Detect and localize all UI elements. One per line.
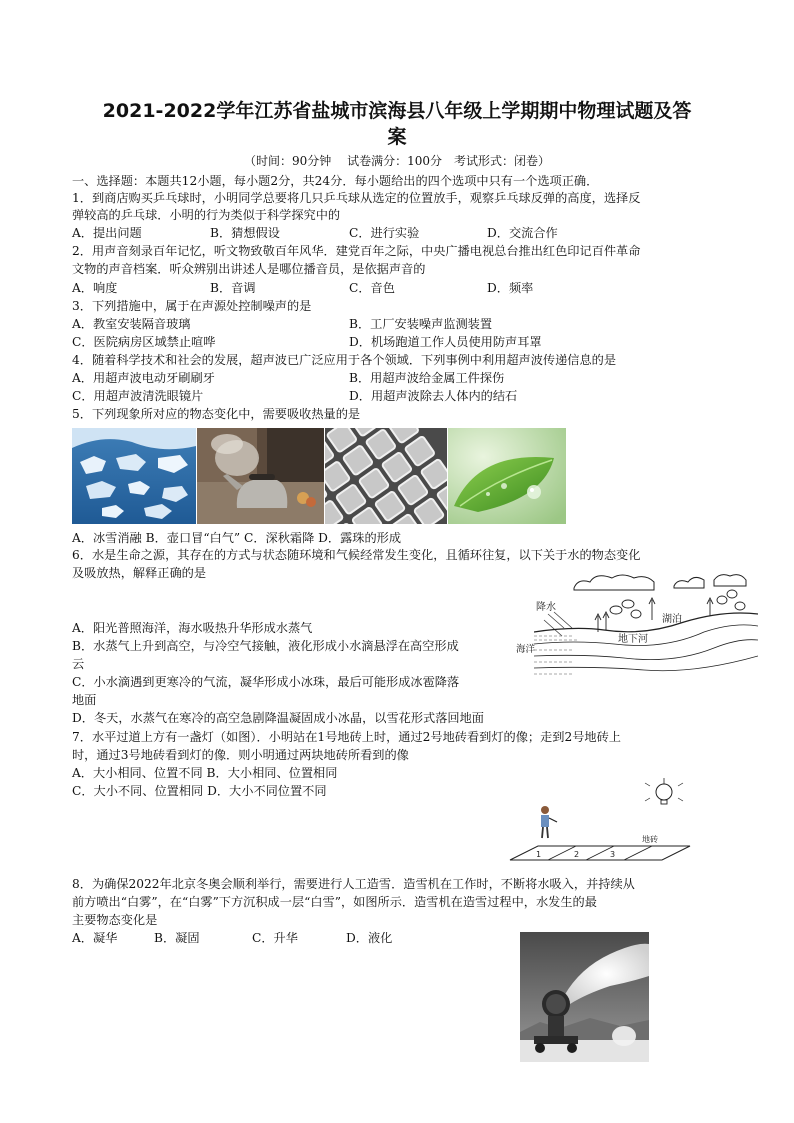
q3-option-b: B．工厂安装噪声监测装置 xyxy=(349,317,493,331)
q5-options: A．冰雪消融 B．壶口冒“白气” C．深秋霜降 D．露珠的形成 xyxy=(72,531,402,545)
title-line-2: 案 xyxy=(387,126,407,148)
q8-stem-line-3: 主要物态变化是 xyxy=(72,913,158,927)
q6-option-d: D．冬天，水蒸气在寒冷的高空急剧降温凝固成小冰晶，以雪花形式落回地面 xyxy=(72,711,484,725)
q4-option-b: B．用超声波给金属工件探伤 xyxy=(349,371,505,385)
tile-3-label: 3 xyxy=(610,850,616,859)
q2-option-c: C．音色 xyxy=(349,281,395,295)
q1-option-d: D．交流合作 xyxy=(487,226,558,240)
tiles-label: 地砖 xyxy=(642,835,658,844)
label-underground-river: 地下河 xyxy=(618,634,648,645)
boy-icon xyxy=(541,806,557,838)
q3-option-c: C．医院病房区域禁止喧哗 xyxy=(72,335,216,349)
q8-stem-line-2: 前方喷出“白雾”，在“白雾”下方沉积成一层“白雪”，如图所示．造雪机在造雪过程中，水发生的最 xyxy=(72,895,597,909)
q2-option-a: A．响度 xyxy=(72,281,118,295)
q6-option-c: C．小水滴遇到更寒冷的气流，凝华形成小冰珠，最后可能形成冰雹降落 xyxy=(72,675,460,689)
frost-image xyxy=(325,428,447,524)
section-heading: 一、选择题：本题共12小题，每小题2分，共24分．每小题给出的四个选项中只有一个选项正确． xyxy=(72,174,599,188)
q7-options-ab: A．大小相同、位置不同 B．大小相同、位置相同 xyxy=(72,766,338,780)
tile-1-label: 1 xyxy=(536,850,542,859)
q4-option-a: A．用超声波电动牙刷刷牙 xyxy=(72,371,215,385)
q6-stem-line-1: 6．水是生命之源，其存在的方式与状态随环境和气候经常发生变化，且循环往复，以下关于水的物态变化 xyxy=(72,548,641,562)
q6-option-b-tail: 云 xyxy=(72,657,85,671)
lamp-icon xyxy=(645,778,683,804)
q4-option-c: C．用超声波清洗眼镜片 xyxy=(72,389,204,403)
tile-2-label: 2 xyxy=(574,850,580,859)
q1-option-c: C．进行实验 xyxy=(349,226,420,240)
q7-options-cd: C．大小不同、位置相同 D．大小不同位置不同 xyxy=(72,784,327,798)
water-cycle-diagram xyxy=(534,570,758,690)
q1-stem-line-1: 1．到商店购买乒乓球时，小明同学总要将几只乒乓球从选定的位置放手，观察乒乓球反弹的高度，选择反 xyxy=(72,191,641,205)
dew-drop-image xyxy=(448,428,566,524)
q7-stem-line-2: 时，通过3号地砖看到灯的像．则小明通过两块地砖所看到的像 xyxy=(72,748,409,762)
label-lake: 湖泊 xyxy=(662,614,682,625)
q2-stem-line-1: 2．用声音刻录百年记忆，听文物致敬百年风华．建党百年之际，中央广播电视总台推出红色印记百件革命 xyxy=(72,244,641,258)
q8-option-c: C．升华 xyxy=(252,931,298,945)
q1-option-b: B．猜想假设 xyxy=(210,226,280,240)
q5-stem-line-1: 5．下列现象所对应的物态变化中，需要吸收热量的是 xyxy=(72,407,361,421)
kettle-steam-image xyxy=(197,428,324,524)
label-ocean: 海洋 xyxy=(516,644,536,655)
q3-option-a: A．教室安装隔音玻璃 xyxy=(72,317,191,331)
ice-melting-image xyxy=(72,428,196,524)
title-line-1: 2021-2022学年江苏省盐城市滨海县八年级上学期期中物理试题及答 xyxy=(102,100,692,122)
exam-info: （时间：90分钟 试卷满分：100分 考试形式：闭卷） xyxy=(244,154,550,168)
q3-stem-line-1: 3．下列措施中，属于在声源处控制噪声的是 xyxy=(72,299,312,313)
page-title xyxy=(60,98,734,150)
q7-stem-line-1: 7．水平过道上方有一盏灯（如图）．小明站在1号地砖上时，通过2号地砖看到灯的像；走到2号地砖上 xyxy=(72,730,621,744)
q3-option-d: D．机场跑道工作人员使用防声耳罩 xyxy=(349,335,542,349)
snow-machine-image xyxy=(520,932,649,1062)
q6-stem-line-2: 及吸放热，解释正确的是 xyxy=(72,566,207,580)
q2-stem-line-2: 文物的声音档案．听众辨别出讲述人是哪位播音员，是依据声音的 xyxy=(72,262,426,276)
q2-option-b: B．音调 xyxy=(210,281,256,295)
corridor-tiles-diagram xyxy=(500,778,700,864)
q6-option-c-tail: 地面 xyxy=(72,693,97,707)
q8-stem-line-1: 8．为确保2022年北京冬奥会顺利举行，需要进行人工造雪．造雪机在工作时，不断将水吸入，并持续从 xyxy=(72,877,635,891)
q1-option-a: A．提出问题 xyxy=(72,226,142,240)
q8-option-d: D．液化 xyxy=(346,931,393,945)
q4-stem-line-1: 4．随着科学技术和社会的发展，超声波已广泛应用于各个领域．下列事例中利用超声波传递信息的是 xyxy=(72,353,617,367)
label-rain: 降水 xyxy=(536,602,556,613)
q1-stem-line-2: 弹较高的乒乓球．小明的行为类似于科学探究中的 xyxy=(72,208,341,222)
q8-option-b: B．凝固 xyxy=(154,931,200,945)
q4-option-d: D．用超声波除去人体内的结石 xyxy=(349,389,518,403)
q6-option-b: B．水蒸气上升到高空，与冷空气接触，液化形成小水滴悬浮在高空形成 xyxy=(72,639,459,653)
q2-option-d: D．频率 xyxy=(487,281,534,295)
q6-option-a: A．阳光普照海洋，海水吸热升华形成水蒸气 xyxy=(72,621,313,635)
q8-option-a: A．凝华 xyxy=(72,931,118,945)
